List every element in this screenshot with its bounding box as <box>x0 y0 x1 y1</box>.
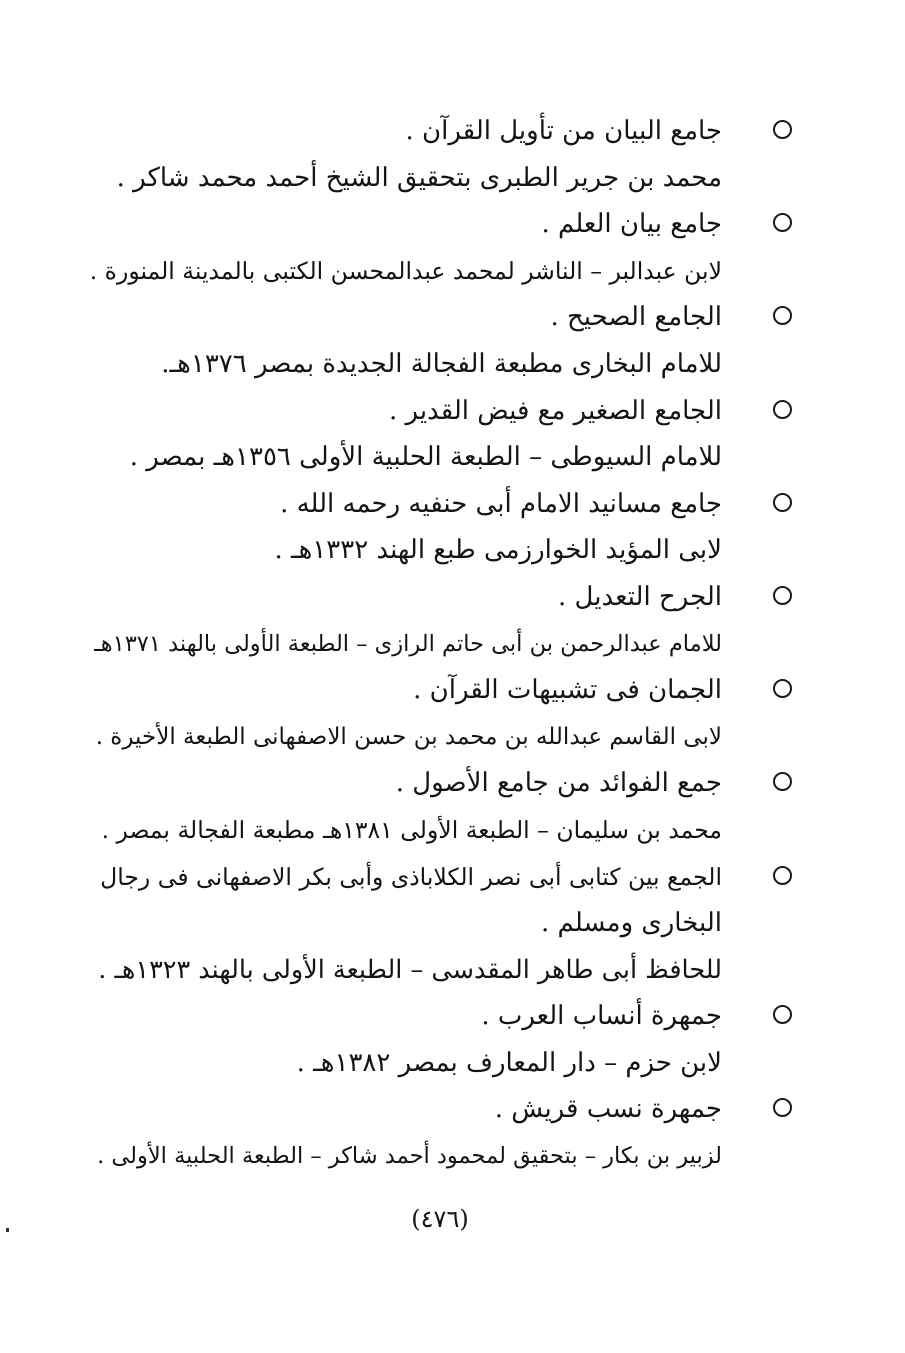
entry-title: جامع بيان العلم . <box>541 209 722 240</box>
entry-title: جامع البيان من تأويل القرآن . <box>405 116 722 146</box>
entry-description: لابن عبدالبر – الناشر لمحمد عبدالمحسن الكتبى بالمدينة المنورة . <box>89 256 722 285</box>
bibliography-entry <box>90 760 800 853</box>
circle-bullet-icon <box>773 1098 792 1117</box>
entry-description: لابى المؤيد الخوارزمى طبع الهند ١٣٣٢هـ . <box>274 535 722 566</box>
entry-description: محمد بن جرير الطبرى بتحقيق الشيخ أحمد محمد شاكر . <box>116 162 722 193</box>
entry-description: للامام السيوطى – الطبعة الحلبية الأولى ١٣٥٦هـ بمصر . <box>129 442 722 473</box>
entry-title: الجمع بين كتابى أبى نصر الكلاباذى وأبى بكر الاصفهانى فى رجال <box>100 862 722 891</box>
circle-bullet-icon <box>773 772 792 791</box>
bibliography-list <box>90 108 800 1180</box>
entry-description: محمد بن سليمان – الطبعة الأولى ١٣٨١هـ مطبعة الفجالة بمصر . <box>101 815 722 844</box>
bibliography-entry <box>90 294 800 387</box>
circle-bullet-icon <box>773 213 792 232</box>
bibliography-entry <box>90 854 800 994</box>
circle-bullet-icon <box>773 586 792 605</box>
entry-description: للحافظ أبى طاهر المقدسى – الطبعة الأولى بالهند ١٣٢٣هـ . <box>98 954 722 985</box>
circle-bullet-icon <box>773 679 792 698</box>
entry-title: الجامع الصغير مع فيض القدير . <box>388 395 722 426</box>
entry-description: لزبير بن بكار – بتحقيق لمحمود أحمد شاكر – الطبعة الحلبية الأولى . <box>97 1143 722 1170</box>
entry-description: للامام عبدالرحمن بن أبى حاتم الرازى – الطبعة الأولى بالهند ١٣٧١هـ <box>94 630 722 657</box>
page-number: (٤٧٦) <box>411 1205 469 1233</box>
circle-bullet-icon <box>773 400 792 419</box>
entry-title: جمهرة نسب قريش . <box>494 1094 722 1125</box>
bibliography-entry <box>90 388 800 481</box>
entry-title: جامع مسانيد الامام أبى حنفيه رحمه الله . <box>280 488 722 519</box>
bibliography-entry <box>90 993 800 1086</box>
circle-bullet-icon <box>773 866 792 885</box>
circle-bullet-icon <box>773 493 792 512</box>
entry-title: الجمان فى تشبيهات القرآن . <box>413 675 722 706</box>
entry-title: الجامع الصحيح . <box>550 302 722 333</box>
bibliography-entry <box>90 481 800 574</box>
bibliography-entry <box>90 1086 800 1179</box>
entry-description: لابى القاسم عبدالله بن محمد بن حسن الاصفهانى الطبعة الأخيرة . <box>95 723 722 750</box>
entry-title-continued: البخارى ومسلم . <box>541 908 722 939</box>
circle-bullet-icon <box>773 120 792 139</box>
circle-bullet-icon <box>773 306 792 325</box>
bibliography-entry <box>90 667 800 760</box>
bibliography-entry <box>90 574 800 667</box>
circle-bullet-icon <box>773 1005 792 1024</box>
entry-description: لابن حزم – دار المعارف بمصر ١٣٨٢هـ . <box>296 1047 722 1078</box>
scan-edge-mark <box>6 1228 9 1232</box>
entry-title: الجرح التعديل . <box>558 581 722 612</box>
entry-title: جمهرة أنساب العرب . <box>481 1001 722 1032</box>
entry-description: للامام البخارى مطبعة الفجالة الجديدة بمصر ١٣٧٦هـ. <box>161 348 722 379</box>
entry-title: جمع الفوائد من جامع الأصول . <box>395 768 722 799</box>
bibliography-entry <box>90 108 800 201</box>
bibliography-entry <box>90 201 800 294</box>
